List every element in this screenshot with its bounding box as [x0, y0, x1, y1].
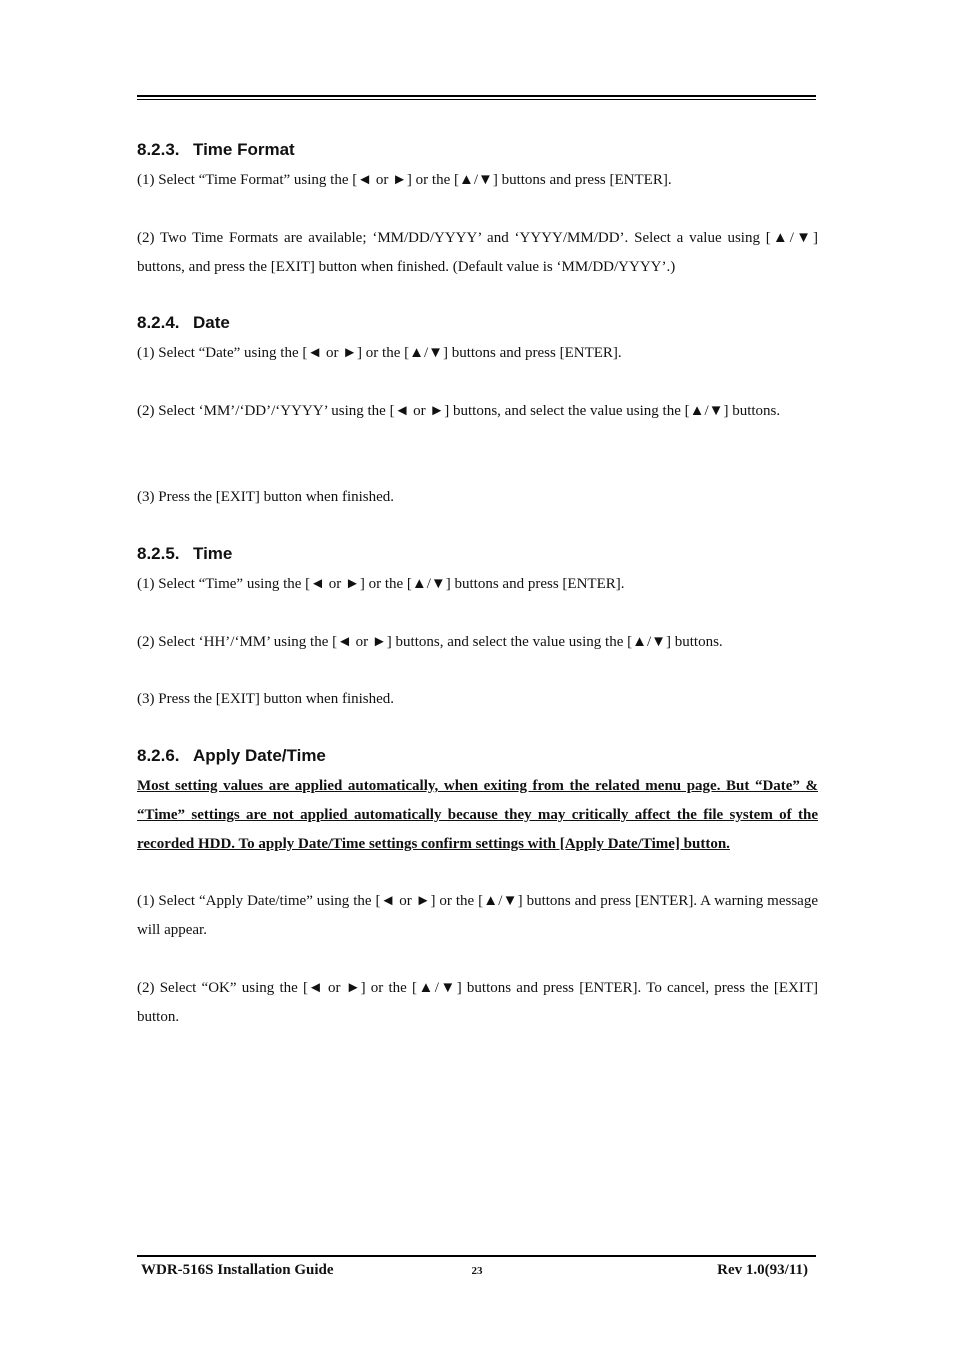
- paragraph: (1) Select “Date” using the [◄ or ►] or the [▲/▼] buttons and press [ENTER].: [137, 345, 622, 361]
- header-rule-thick: [137, 95, 816, 97]
- section-number: 8.2.5.: [137, 544, 180, 563]
- section-heading-date: [137, 313, 230, 333]
- section-title: Date: [193, 313, 230, 332]
- paragraph: (2) Select “OK” using the [◄ or ►] or the [▲/▼] buttons and press [ENTER]. To cancel, press the [EXIT] button.: [137, 980, 818, 1025]
- section-heading-time-format: [137, 140, 295, 160]
- paragraph: (1) Select “Time Format” using the [◄ or ►] or the [▲/▼] buttons and press [ENTER].: [137, 172, 672, 188]
- footer-revision: Rev 1.0(93/11): [717, 1262, 808, 1278]
- paragraph: (1) Select “Apply Date/time” using the [◄ or ►] or the [▲/▼] buttons and press [ENTER]. A warning message will appear.: [137, 893, 818, 938]
- paragraph: (2) Two Time Formats are available; ‘MM/DD/YYYY’ and ‘YYYY/MM/DD’. Select a value using [▲/▼] buttons, and press the [EXIT] button when finished. (Default value is ‘MM/DD/YYYY’.): [137, 230, 818, 275]
- notice-paragraph: Most setting values are applied automatically, when exiting from the related menu page. But “Date” & “Time” settings are not applied automatically because they may critically affect the file system of the recorded HDD. To apply Date/Time settings confirm settings with [Apply Date/Time] button.: [137, 778, 818, 852]
- section-heading-time: [137, 544, 232, 564]
- paragraph: (3) Press the [EXIT] button when finished.: [137, 691, 395, 707]
- header-rule-thin: [137, 99, 816, 100]
- section-title: Time Format: [193, 140, 295, 159]
- footer-rule: [137, 1255, 816, 1257]
- footer-doc-title: WDR-516S Installation Guide: [141, 1262, 334, 1278]
- section-heading-apply-date-time: [137, 746, 326, 766]
- paragraph: (3) Press the [EXIT] button when finished.: [137, 489, 395, 505]
- section-number: 8.2.6.: [137, 746, 180, 765]
- section-number: 8.2.4.: [137, 313, 180, 332]
- footer-page-number: 23: [471, 1265, 483, 1277]
- section-title: Time: [193, 544, 233, 563]
- section-number: 8.2.3.: [137, 140, 180, 159]
- paragraph: (2) Select ‘HH’/‘MM’ using the [◄ or ►] buttons, and select the value using the [▲/▼] buttons.: [137, 634, 723, 650]
- paragraph: (1) Select “Time” using the [◄ or ►] or the [▲/▼] buttons and press [ENTER].: [137, 576, 625, 592]
- section-title: Apply Date/Time: [193, 746, 326, 765]
- paragraph: (2) Select ‘MM’/‘DD’/‘YYYY’ using the [◄ or ►] buttons, and select the value using the [▲/▼] buttons.: [137, 403, 781, 419]
